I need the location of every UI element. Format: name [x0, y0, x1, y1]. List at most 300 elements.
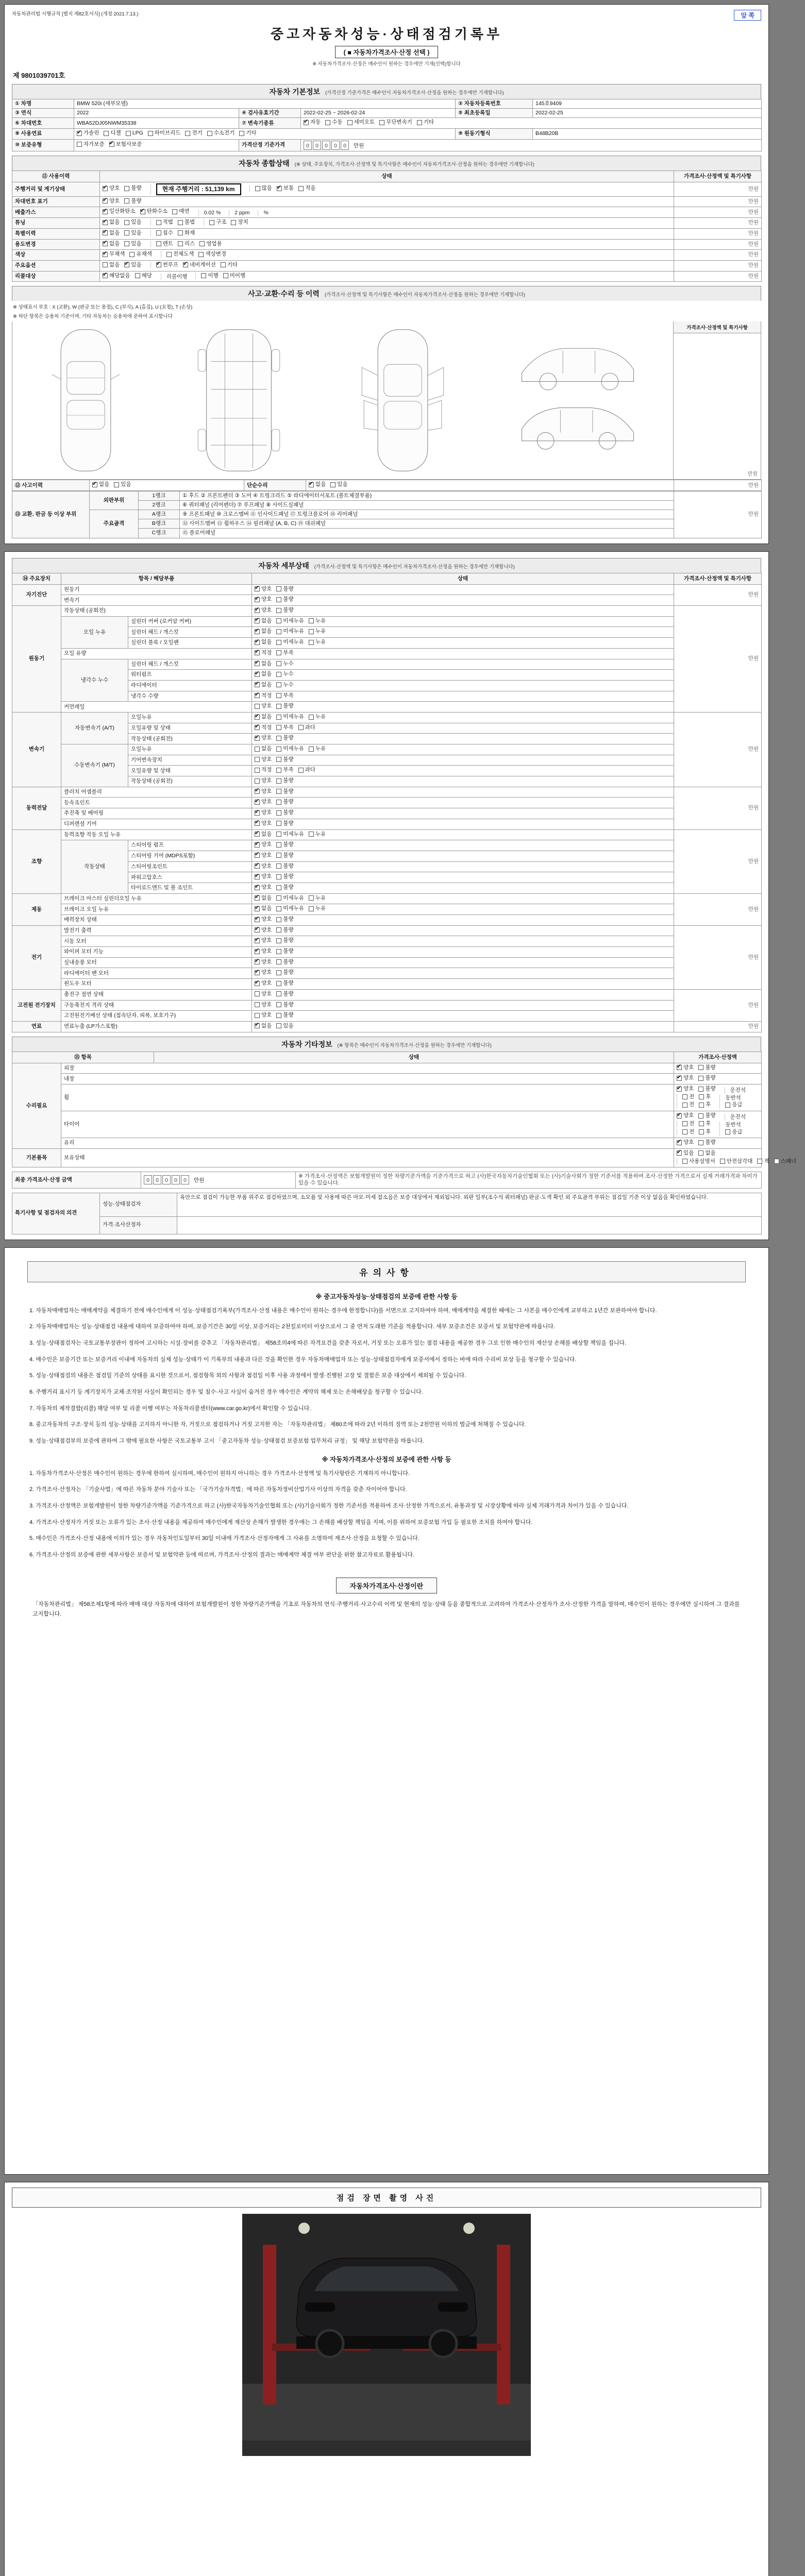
- checkbox-unchecked: 부족: [276, 767, 293, 773]
- row-state: [100, 182, 674, 196]
- row-state: [100, 271, 674, 282]
- row-price: 만원: [674, 271, 762, 282]
- checkbox-unchecked: 전: [682, 1101, 694, 1108]
- misc-header-row: [12, 1052, 762, 1063]
- device-group: 동력전달: [12, 787, 61, 829]
- checkbox-unchecked: 화재: [178, 230, 195, 236]
- misc-row: [12, 1084, 762, 1111]
- condition-row: [12, 207, 762, 218]
- rank-label: 2랭크: [139, 501, 180, 510]
- checkbox-unchecked: 양호: [255, 991, 272, 997]
- row-price: 만원: [674, 584, 762, 605]
- row-state: [252, 787, 674, 798]
- row-state: [252, 595, 674, 606]
- row-state: [100, 239, 674, 250]
- accident-history-row: [12, 480, 762, 491]
- detail-note: (가격조사·산정액 및 특기사항은 매수인이 자동차가격조사·산정을 원하는 경우에만 기재합니다): [314, 564, 515, 570]
- car-top-view-open-diagram: [353, 326, 453, 475]
- checkbox-unchecked: 있음: [124, 219, 141, 226]
- state-segment: [719, 1129, 747, 1136]
- device-group: 전기: [12, 925, 61, 989]
- detail-header-row: [12, 573, 762, 584]
- row-state: [674, 1063, 762, 1074]
- checkbox-unchecked: 불량: [276, 820, 293, 827]
- rank-label: C랭크: [139, 529, 180, 538]
- checkbox-unchecked: 있음: [124, 241, 141, 247]
- checkbox-checked: ✔ 양호: [677, 1064, 694, 1071]
- row-state: [252, 766, 674, 776]
- state-segment: [103, 251, 157, 258]
- state-segment: [677, 1064, 720, 1071]
- item-label: 등속조인트: [61, 798, 252, 808]
- checkbox-unchecked: LPG: [126, 130, 143, 137]
- rank-items: ⑥ 쿼터패널 (리어펜더) ⑦ 루프패널 ⑧ 사이드실패널: [180, 501, 674, 510]
- detail-row: [12, 989, 762, 1000]
- state-segment: [255, 895, 330, 902]
- checkbox-unchecked: 양호: [255, 777, 272, 784]
- item-label: 작동상태 (공회전): [128, 776, 252, 787]
- checkbox-unchecked: 기타: [239, 130, 256, 137]
- device-group: 원동기: [12, 606, 61, 713]
- diagram-price-header: 가격조사·산정액 및 특기사항: [674, 321, 761, 333]
- condition-title: 자동차 종합상태: [239, 159, 290, 167]
- rank-items: ⑮ 플로어패널: [180, 529, 674, 538]
- condition-row: [12, 239, 762, 250]
- row-state: [252, 1000, 674, 1011]
- price-option-subtitle: ( ■ 자동차가격조사·산정 선택 ): [335, 46, 439, 58]
- checkbox-checked: ✔ 양호: [255, 586, 272, 592]
- row-price: 만원: [674, 787, 762, 829]
- state-segment: [161, 274, 192, 280]
- field-label: ⑥ 차대번호: [12, 118, 74, 129]
- row-state: [252, 680, 674, 691]
- checkbox-unchecked: 있음: [276, 1023, 293, 1029]
- field-label: ② 자동차등록번호: [456, 99, 533, 109]
- item-label: 내장: [61, 1074, 674, 1084]
- final-price-value: [141, 1172, 296, 1188]
- row-state: [252, 979, 674, 990]
- price-digit: 0: [331, 141, 340, 150]
- checkbox-unchecked: 후: [699, 1121, 711, 1127]
- checkbox-checked: ✔ 적정: [255, 650, 272, 656]
- checkbox-unchecked: 누유: [309, 714, 326, 720]
- checkbox-unchecked: 불량: [276, 703, 293, 709]
- item-label: 작동상태 (공회전): [128, 734, 252, 744]
- rank-label: 1랭크: [139, 491, 180, 500]
- detail-row: [12, 616, 762, 627]
- checkbox-checked: ✔ 없음: [255, 628, 272, 635]
- item-label: 실린더 커버 (로커암 커버): [128, 616, 252, 627]
- misc-row: [12, 1063, 762, 1074]
- checkbox-unchecked: 불량: [276, 948, 293, 955]
- checkbox-checked: ✔ 없음: [92, 481, 109, 488]
- checkbox-unchecked: 없음: [698, 1150, 715, 1157]
- row-state: [252, 915, 674, 926]
- row-label: 차대번호 표기: [12, 196, 100, 207]
- checkbox-checked: ✔ 양호: [255, 735, 272, 741]
- item-label: 워터펌프: [128, 670, 252, 681]
- checkbox-unchecked: 미세누유: [276, 831, 304, 838]
- row-label: 주요옵션: [12, 260, 100, 271]
- checkbox-checked: ✔ 가솔린: [77, 130, 99, 137]
- checkbox-unchecked: 불량: [276, 841, 293, 848]
- row-state: [100, 250, 674, 261]
- misc-band: [12, 1037, 761, 1052]
- checkbox-checked: ✔ 양호: [677, 1139, 694, 1146]
- rank-items: ⑫ 사이드멤버 ⑬ 휠하우스 ⑭ 필러패널 (A, B, C) ⑲ 대쉬패널: [180, 519, 674, 529]
- checkbox-unchecked: 누유: [309, 745, 326, 752]
- basic-row: [12, 139, 762, 151]
- state-segment: [255, 586, 298, 592]
- checkbox-checked: ✔ 없음: [255, 831, 272, 838]
- state-segment: [103, 241, 146, 247]
- checkbox-checked: ✔ 보통: [277, 185, 294, 192]
- checkbox-unchecked: 세미오토: [347, 119, 375, 126]
- checkbox-checked: ✔ 없음: [255, 1023, 272, 1029]
- checkbox-unchecked: 유채색: [129, 251, 152, 258]
- checkbox-checked: ✔ 없음: [255, 714, 272, 720]
- checkbox-checked: ✔ 없음: [103, 230, 120, 236]
- state-text: 0.02 %: [204, 210, 221, 216]
- remarks-label: 특기사항 및 점검자의 의견: [12, 1193, 100, 1234]
- detail-row: [12, 648, 762, 659]
- checkbox-unchecked: 전: [682, 1121, 694, 1127]
- checkbox-unchecked: 하이브리드: [148, 130, 181, 137]
- item-label: 추진축 및 베어링: [61, 808, 252, 819]
- checkbox-unchecked: 불량: [276, 884, 293, 891]
- detail-row: [12, 893, 762, 904]
- checkbox-unchecked: 미세누유: [276, 628, 304, 635]
- checkbox-unchecked: 과다: [298, 767, 315, 773]
- field-label: 가격산정 기준가격: [239, 139, 301, 151]
- row-state: [252, 648, 674, 659]
- car-top-view-diagram: [46, 326, 126, 475]
- checkbox-checked: ✔ 네비게이션: [183, 262, 216, 268]
- condition-note: (※ 상태, 주요장치, 가격조사·산정액 및 특기사항은 매수인이 자동차가격조사·산정을 원하는 경우에만 기재합니다): [294, 161, 534, 167]
- state-segment: [677, 1101, 715, 1108]
- state-segment: [255, 937, 298, 944]
- item-label: 실내송풍 모터: [61, 957, 252, 968]
- item-label: 브레이크 마스터 실린더오일 누유: [61, 893, 252, 904]
- state-segment: [255, 735, 298, 741]
- checkbox-unchecked: 있음: [124, 230, 141, 236]
- checkbox-checked: ✔ 해당없음: [103, 273, 130, 279]
- state-segment: [103, 262, 146, 268]
- checkbox-checked: ✔ 없음: [255, 671, 272, 677]
- col-price: 가격조사·산정액: [674, 1052, 762, 1063]
- state-segment: [255, 959, 298, 965]
- col-price: 가격조사·산정액 및 특기사항: [674, 171, 762, 182]
- swap-rank-table: [12, 491, 762, 538]
- col-usage-history: ⑪ 사용이력: [12, 171, 100, 182]
- checkbox-checked: ✔ 양호: [255, 916, 272, 923]
- price-definition-title: 자동차가격조사·산정이란: [336, 1578, 437, 1594]
- state-segment: [255, 671, 298, 677]
- checkbox-unchecked: 불량: [276, 959, 293, 965]
- notice-item: 6. 가격조사·산정의 보증에 관한 세부사항은 보증서 및 보험약관 등에 따르며, 가격조사·산정의 결과는 매매계약 체결 여부 판단을 위한 참고자료로 활용됩니다.: [29, 1552, 415, 1558]
- accident-band: [12, 286, 761, 301]
- accident-note: (가격조사·산정액 및 특기사항은 매수인이 자동차가격조사·산정을 원하는 경우에만 기재합니다): [324, 292, 525, 298]
- field-value: B48B20B: [533, 128, 762, 139]
- checkbox-unchecked: 리스: [178, 241, 195, 247]
- field-label: ⑩ 보증유형: [12, 139, 74, 151]
- row-state: [252, 808, 674, 819]
- row-price: 만원: [674, 182, 762, 196]
- checkbox-unchecked: 적정: [255, 767, 272, 773]
- row-price: 만원: [674, 829, 762, 893]
- state-segment: [255, 841, 298, 848]
- field-label: ⑤ 최초등록일: [456, 109, 533, 118]
- checkbox-checked: ✔ 양호: [677, 1086, 694, 1092]
- checkbox-unchecked: 미세누유: [276, 745, 304, 752]
- row-state: [252, 968, 674, 979]
- top-line: [12, 10, 761, 21]
- checkbox-unchecked: 부족: [276, 724, 293, 731]
- item-label: 작동상태 (공회전): [61, 606, 252, 617]
- item-label: 윈도우 모터: [61, 979, 252, 990]
- row-state: [100, 218, 674, 229]
- rank-row: [12, 491, 762, 500]
- detail-row: [12, 808, 762, 819]
- misc-row: [12, 1148, 762, 1167]
- device-group: 제동: [12, 893, 61, 925]
- detail-title: 자동차 세부상태: [258, 561, 309, 570]
- state-segment: [255, 618, 330, 624]
- field-label: ⑧ 사용연료: [12, 128, 74, 139]
- price-digits: [144, 1177, 190, 1183]
- state-segment: [255, 852, 298, 859]
- row-state: [252, 702, 674, 713]
- final-price-note: ※ 가격조사·산정액은 보험개발원이 정한 차량기준가액을 기준가격으로 하고 (사)한국자동차기술인협회 또는 (사)기술사회가 정한 기준서를 적용하여 조사·산정한 가격으로서 실제 거래가격과 차이가 있을 수 있습니다.: [296, 1172, 762, 1188]
- item-label: 커먼레일: [61, 702, 252, 713]
- panel-category: 외판부위: [90, 491, 139, 510]
- state-segment: [255, 788, 298, 795]
- diagram-price-cell: 만원: [747, 471, 758, 478]
- checkbox-unchecked: 장치: [231, 219, 248, 226]
- state-segment: [255, 1012, 298, 1019]
- item-label: 동력조향 작동 오일 누유: [61, 829, 252, 840]
- checkbox-unchecked: 영업용: [199, 241, 222, 247]
- basic-row: [12, 109, 762, 118]
- checkbox-unchecked: 불량: [276, 756, 293, 763]
- row-price: 만원: [674, 989, 762, 1021]
- checkbox-unchecked: 누유: [309, 831, 326, 838]
- checkbox-unchecked: 누수: [276, 671, 293, 677]
- detail-row: [12, 968, 762, 979]
- item-subgroup: 수동변속기 (M/T): [61, 744, 128, 787]
- checkbox-unchecked: 누수: [276, 660, 293, 667]
- row-state: [252, 627, 674, 638]
- state-code-legend: ※ 상태표시 부호 : X (교환), W (판금 또는 용접), C (부식), A (흠집), U (요철), T (손상): [13, 304, 193, 311]
- row-state: [100, 207, 674, 218]
- device-group: 고전원 전기장치: [12, 989, 61, 1021]
- checkbox-unchecked: 불량: [276, 927, 293, 934]
- checkbox-checked: ✔ 없음: [255, 895, 272, 902]
- car-diagrams: [12, 321, 673, 479]
- item-label: 오일유량 및 상태: [128, 723, 252, 734]
- detail-row: [12, 840, 762, 851]
- state-code-legend2: ※ 하단 항목은 승용차 기준이며, 기타 자동차는 승용차에 준하여 표시합니다: [13, 314, 173, 320]
- item-subgroup: 오일 누유: [61, 616, 128, 648]
- row-label: 리콜대상: [12, 271, 100, 282]
- checkbox-checked: ✔ 양호: [255, 799, 272, 805]
- price-digit: 0: [322, 141, 330, 150]
- device-group: 자기진단: [12, 584, 61, 605]
- row-state: [252, 936, 674, 947]
- row-state: [252, 957, 674, 968]
- subtitle-note: ※ 자동차가격조사·산정은 매수인이 원하는 경우에만 기재(선택)합니다: [312, 61, 461, 67]
- checkbox-unchecked: 불량: [698, 1075, 715, 1081]
- checkbox-unchecked: 양호: [255, 1002, 272, 1008]
- row-price: 만원: [674, 207, 762, 218]
- state-segment: [725, 1114, 750, 1121]
- checkbox-unchecked: 수소전기: [207, 130, 235, 137]
- notice-item: 3. 성능·상태점검자는 국토교통부장관이 정하여 고시하는 시설·장비를 갖추고 「자동차관리법」 제58조의4에 따른 자격요건을 갖춘 자로서, 거짓 또는 오류가 있는 점검 내용을 제공한 경우 그로 인한 매수인의 재산상 손해를 배상할 책임을 집니다.: [29, 1340, 626, 1346]
- notice-item: 5. 성능·상태점검의 내용은 점검일 기준의 상태를 표시한 것으로서, 점검항목 외의 사항과 점검일 이후 사용 과정에서 발생·진행된 고장 및 결함은 보증 대상에서 제외될 수 있습니다.: [29, 1372, 466, 1379]
- state-segment: [719, 1095, 745, 1101]
- final-price-table: [12, 1172, 762, 1188]
- checkbox-unchecked: 불량: [276, 777, 293, 784]
- row-state: [252, 659, 674, 670]
- state-segment: [255, 809, 298, 816]
- price-digit: 0: [172, 1175, 180, 1184]
- row-label: 튜닝: [12, 218, 100, 229]
- diagram-price-column: [673, 321, 761, 479]
- row-price: 만원: [674, 491, 762, 538]
- checkbox-checked: ✔ 양호: [255, 788, 272, 795]
- detail-row: [12, 1011, 762, 1022]
- appraiser-role: 가격·조사산정자: [100, 1216, 177, 1234]
- base-price-cell: [301, 139, 762, 151]
- state-text: 리콜이행: [166, 274, 188, 280]
- state-segment: [255, 1023, 298, 1029]
- field-label: ⑨ 원동기형식: [456, 128, 533, 139]
- item-label: 구동축전지 격리 상태: [61, 1000, 252, 1011]
- checkbox-unchecked: 불량: [276, 1012, 293, 1019]
- state-segment: [677, 1086, 720, 1092]
- misc-row: [12, 1074, 762, 1084]
- checkbox-unchecked: 스패너: [774, 1158, 796, 1165]
- device-group: 기본품목: [12, 1148, 61, 1167]
- accident-history-table: [12, 480, 762, 491]
- checkbox-checked: ✔ 양호: [255, 927, 272, 934]
- row-label: 주행거리 및 계기상태: [12, 182, 100, 196]
- state-segment: [255, 905, 330, 912]
- checkbox-unchecked: 불량: [698, 1139, 715, 1146]
- rank-label: B랭크: [139, 519, 180, 529]
- mileage-box: 현재 주행거리 : 51,139 km: [156, 183, 241, 195]
- rank-items: ⑨ 프론트패널 ⑩ 크로스멤버 ⑪ 인사이드패널 ⑰ 트렁크플로어 ⑱ 리어패널: [180, 510, 674, 519]
- checkbox-unchecked: 미세누유: [276, 905, 304, 912]
- row-label: 특별이력: [12, 228, 100, 239]
- field-value: WBA52DJ05NWM35338: [74, 118, 239, 129]
- checkbox-unchecked: 후: [699, 1129, 711, 1136]
- state-segment: [229, 210, 254, 216]
- checkbox-unchecked: 미세누유: [276, 639, 304, 646]
- checkbox-checked: ✔ 양호: [677, 1112, 694, 1119]
- document-number: 제 9801039701호: [13, 72, 65, 79]
- checkbox-unchecked: 과다: [298, 724, 315, 731]
- row-state: [252, 893, 674, 904]
- state-segment: [255, 799, 298, 805]
- detail-row: [12, 595, 762, 606]
- device-group: 수리필요: [12, 1063, 61, 1148]
- price-unit: 만원: [193, 1177, 205, 1184]
- notices-title: 유의사항: [27, 1261, 746, 1282]
- basic-row: [12, 128, 762, 139]
- field-value: 2022: [74, 109, 239, 118]
- checkbox-checked: ✔ 무채색: [103, 251, 125, 258]
- misc-note: (※ 항목은 매수인이 자동차가격조사·산정을 원하는 경우에만 기재합니다): [337, 1042, 492, 1048]
- price-digits: [304, 143, 350, 149]
- checkbox-checked: ✔ 양호: [677, 1075, 694, 1081]
- checkbox-unchecked: 누유: [309, 618, 326, 624]
- row-state: [252, 872, 674, 883]
- notice-block2-list: [27, 1469, 746, 1560]
- state-segment: [255, 980, 298, 987]
- notice-item: 7. 자동차의 제작결함(리콜) 해당 여부 및 리콜 이행 여부는 자동차리콜센터(www.car.go.kr)에서 확인할 수 있습니다.: [29, 1405, 311, 1412]
- state-segment: [255, 692, 298, 699]
- row-state: [252, 840, 674, 851]
- row-state: [674, 1111, 762, 1138]
- checkbox-unchecked: 불량: [124, 198, 141, 205]
- detail-band: [12, 558, 761, 573]
- row-state: [252, 734, 674, 744]
- state-text: 2 ppm: [234, 210, 250, 216]
- checkbox-checked: ✔ 양호: [255, 969, 272, 976]
- detail-row: [12, 744, 762, 755]
- form-reference: 자동차관리법 시행규칙 [별지 제82호서식] (개정 2021.7.13.): [12, 11, 139, 17]
- checkbox-unchecked: 사용설명서: [682, 1158, 715, 1165]
- checkbox-unchecked: 누유: [309, 895, 326, 902]
- inspector-comment: 육안으로 점검이 가능한 부품 위주로 점검하였으며, 소모품 및 사용에 따른 마모·미세 잡소음은 보증 대상에서 제외됩니다. 외판 일부(조수석 쿼터패널) 판금·도색 확인 외 주요골격 부위는 점검일 기준 이상 없음을 확인하였습니다.: [177, 1193, 762, 1216]
- notice-item: 6. 주행거리 표시기 등 계기장치가 교체·조작된 사실이 확인되는 경우 및 침수·사고 사실이 숨겨진 경우 매수인은 계약의 해제 또는 손해배상을 청구할 수 있습니다.: [29, 1388, 423, 1395]
- checkbox-unchecked: 양호: [255, 1012, 272, 1019]
- checkbox-unchecked: 불량: [698, 1086, 715, 1092]
- row-state: [100, 196, 674, 207]
- condition-row: [12, 182, 762, 196]
- checkbox-unchecked: 불량: [276, 799, 293, 805]
- row-state: [252, 755, 674, 766]
- checkbox-checked: ✔ 양호: [255, 937, 272, 944]
- checkbox-unchecked: 이행: [201, 273, 218, 279]
- state-text: 동반석: [725, 1122, 741, 1128]
- checkbox-checked: ✔ 양호: [255, 863, 272, 870]
- state-segment: [150, 230, 200, 236]
- misc-row: [12, 1111, 762, 1138]
- row-state: [252, 861, 674, 872]
- price-digit: 0: [153, 1175, 161, 1184]
- remarks-row: [12, 1193, 762, 1216]
- item-label: 유리: [61, 1138, 674, 1149]
- state-segment: [103, 185, 146, 192]
- state-segment: [677, 1075, 720, 1081]
- condition-row: [12, 250, 762, 261]
- item-label: 발전기 출력: [61, 925, 252, 936]
- item-label: 타이어: [61, 1111, 674, 1138]
- checkbox-unchecked: 부족: [276, 650, 293, 656]
- state-segment: [255, 916, 298, 923]
- row-state: [252, 584, 674, 595]
- device-group: 조향: [12, 829, 61, 893]
- col-item: 항목 / 해당부품: [61, 573, 252, 584]
- checkbox-checked: ✔ 탄화수소: [140, 208, 168, 215]
- detail-row: [12, 829, 762, 840]
- state-segment: [198, 210, 225, 216]
- row-state: [252, 798, 674, 808]
- state-text: %: [263, 210, 269, 216]
- checkbox-unchecked: 디젤: [104, 130, 121, 137]
